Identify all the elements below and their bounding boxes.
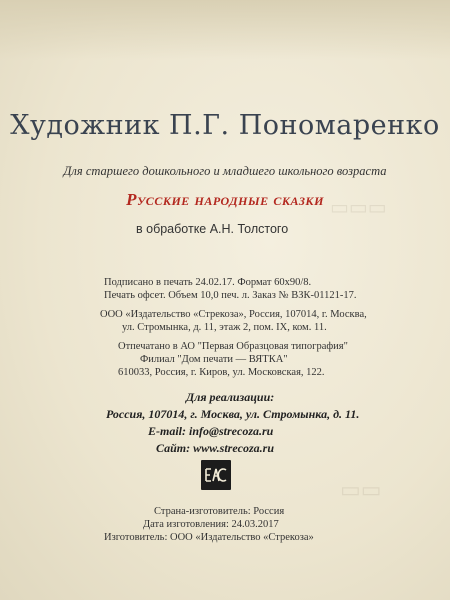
printer-block: [118, 340, 348, 379]
publisher-block: [100, 308, 367, 334]
printer-line: Отпечатано в АО "Первая Образцовая типография": [118, 341, 348, 352]
eac-glyph: [204, 467, 228, 483]
distribution-email: E-mail: info@strecoza.ru: [148, 424, 274, 438]
signed-line: Подписано в печать 24.02.17. Формат 60х90/8.: [104, 277, 312, 288]
page-title: Художник П.Г. Пономаренко: [10, 110, 440, 141]
show-through-mark: ▭▭▭: [330, 195, 387, 219]
distribution-address: Россия, 107014, г. Москва, ул. Стромынка, д. 11.: [106, 407, 360, 421]
age-range-line: Для старшего дошкольного и младшего школьного возраста: [63, 164, 387, 178]
distribution-heading: Для реализации:: [186, 390, 275, 404]
date-line: Дата изготовления: 24.03.2017: [143, 519, 279, 530]
publisher-line: ООО «Издательство «Стрекоза», Россия, 107014, г. Москва,: [100, 309, 367, 320]
maker-line: Изготовитель: ООО «Издательство «Стрекоза»: [104, 532, 314, 543]
signed-block: [104, 276, 356, 302]
eac-mark-icon: [201, 460, 231, 490]
book-title: Русские народные сказки: [126, 190, 324, 209]
signed-line: Печать офсет. Объем 10,0 печ. л. Заказ № ВЗК-01121-17.: [104, 290, 357, 301]
printer-line: 610033, Россия, г. Киров, ул. Московская, 122.: [118, 367, 325, 378]
publisher-line: ул. Стромынка, д. 11, этаж 2, пом. IX, ком. 11.: [122, 322, 327, 333]
country-line: Страна-изготовитель: Россия: [154, 506, 285, 517]
show-through-mark: ▭▭: [340, 478, 382, 503]
distribution-site: Сайт: www.strecoza.ru: [156, 441, 274, 455]
page-shadow: [0, 0, 450, 60]
printer-line: Филиал "Дом печати — ВЯТКА": [140, 354, 288, 365]
adaptation-line: в обработке А.Н. Толстого: [136, 222, 289, 236]
